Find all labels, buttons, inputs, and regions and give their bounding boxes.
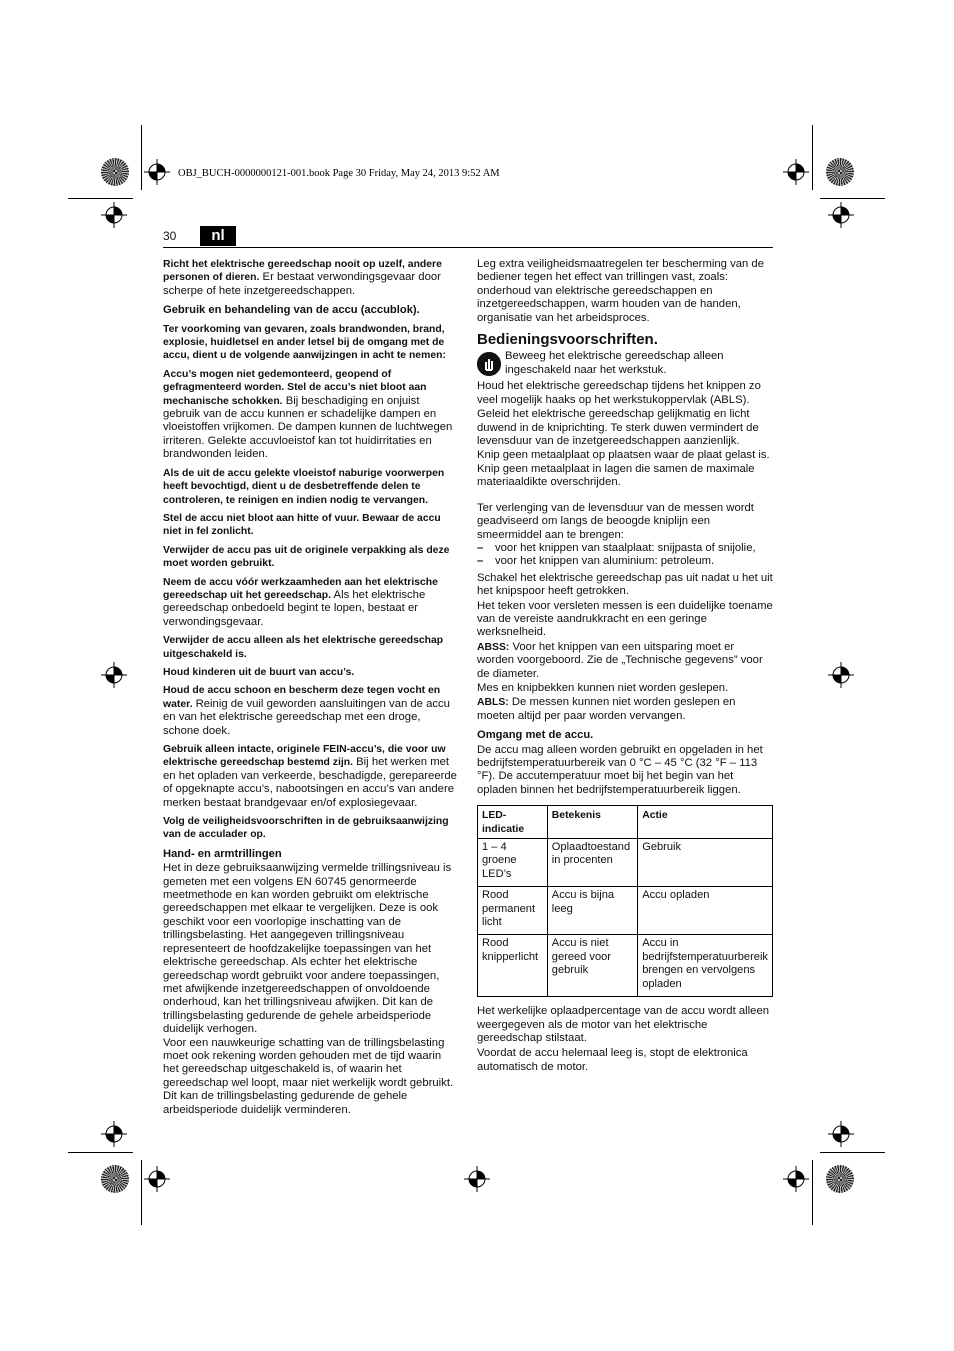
paragraph: Leg extra veiligheidsmaatregelen ter bescherming van de bediener tegen het effect van trillingen vast, zoals: onderhoud van elektrische gereedschappen en inzetgereedschappen, warm houden van de handen, organisatie van het arbeidsproces. xyxy=(477,258,764,324)
text: Beweeg het elektrische gereedschap alleen ingeschakeld naar het werkstuk. xyxy=(505,350,724,376)
crop-mark xyxy=(820,1152,885,1153)
crop-mark xyxy=(812,125,813,190)
crop-mark xyxy=(68,1152,133,1153)
bold-text: Volg de veiligheidsvoorschriften in de gebruiksaanwijzing van de acculader op. xyxy=(163,816,449,841)
paragraph: Houd het elektrische gereedschap tijdens het knippen zo veel mogelijk haaks op het werkstukoppervlak (ABLS). xyxy=(477,380,761,406)
registration-rosette xyxy=(826,1165,854,1193)
bold-text: Richt het elektrische gereedschap nooit op uzelf, andere personen of dieren. xyxy=(163,259,442,284)
bold-text: Stel de accu niet bloot aan hitte of vuur. Bewaar de accu niet in fel zonlicht. xyxy=(163,512,441,538)
crop-mark xyxy=(141,1160,142,1225)
paragraph xyxy=(163,684,459,738)
led-table xyxy=(477,805,773,997)
registration-target xyxy=(828,202,854,228)
column-header: LED-indicatie xyxy=(478,806,548,839)
table-row xyxy=(478,935,773,997)
left-column xyxy=(163,258,459,1122)
crop-mark xyxy=(820,198,885,199)
section-heading: Omgang met de accu. xyxy=(477,729,594,742)
table-cell: Rood knipperlicht xyxy=(478,935,548,997)
text: Als het elektrische gereedschap onbedoeld begint te lopen, bestaat er verwondingsgevaar. xyxy=(163,588,426,628)
table-cell: 1 – 4 groene LED’s xyxy=(478,839,548,887)
paragraph: Voor een nauwkeurige schatting van de trillingsbelasting moet ook rekening worden gehouden met de tijd waarin het gereedschap uitgeschakeld is, of waarin het gereedschap wel loopt, maar niet werkelijk wordt gebruikt. Dit kan de trillingsbelasting gedurende de gehele arbeidsperiode duidelijk verminderen. xyxy=(163,1036,454,1116)
registration-rosette xyxy=(101,1165,129,1193)
paragraph: Het teken voor versleten messen is een duidelijke toename van de vereiste aandrukkracht en een geringe werksnelheid. xyxy=(477,599,773,639)
language-tab: nl xyxy=(200,226,236,246)
paragraph xyxy=(163,634,459,661)
table-cell: Accu is niet gereed voor gebruik xyxy=(547,935,637,997)
paragraph xyxy=(163,815,459,842)
table-row xyxy=(478,887,773,935)
section-heading: Gebruik en behandeling van de accu (accublok). xyxy=(163,304,420,317)
paragraph: Schakel het elektrische gereedschap pas uit nadat u het uit het knipspoor heeft getrokken. xyxy=(477,571,773,598)
hand-icon xyxy=(477,352,501,376)
print-header: OBJ_BUCH-0000000121-001.book Page 30 Friday, May 24, 2013 9:52 AM xyxy=(178,168,500,179)
bold-text: Verwijder de accu alleen als het elektrische gereedschap uitgeschakeld is. xyxy=(163,635,444,660)
column-header: Actie xyxy=(638,806,773,839)
bold-label: ABSS: xyxy=(477,641,510,653)
bold-text: Accu’s mogen niet gedemonteerd, geopend of gefragmenteerd worden. Stel de accu’s niet bloot aan mechanische schokken. xyxy=(163,368,427,407)
paragraph xyxy=(163,368,459,462)
registration-target xyxy=(783,159,809,185)
paragraph: De accu mag alleen worden gebruikt en opgeladen in het bedrijfstemperatuurbereik van 0 °C – 45 °C (32 °F – 113 °F). De accutemperatuur moet bij het begin van het opladen binnen het bedrijfstemperatuurbereik liggen. xyxy=(477,743,763,796)
table-header-row xyxy=(478,806,773,839)
dash-list xyxy=(477,542,773,569)
paragraph xyxy=(477,696,773,723)
paragraph xyxy=(163,576,459,630)
paragraph xyxy=(163,743,459,810)
section-heading: Hand- en armtrillingen xyxy=(163,847,282,860)
bold-text: Als de uit de accu gelekte vloeistof naburige voorwerpen heeft bevochtigd, dient u de desbetreffende delen te controleren, te reinigen en indien nodig te vervangen. xyxy=(163,467,445,506)
table-row xyxy=(478,839,773,887)
registration-rosette xyxy=(826,158,854,186)
paragraph: Knip geen metaalplaat op plaatsen waar de plaat gelast is. Knip geen metaalplaat in lagen die samen de maximale materiaaldikte overschrijden. xyxy=(477,449,770,489)
registration-target xyxy=(828,662,854,688)
paragraph xyxy=(163,544,459,571)
paragraph xyxy=(163,258,459,298)
crop-mark xyxy=(141,125,142,190)
registration-target xyxy=(464,1166,490,1192)
paragraph: Het in deze gebruiksaanwijzing vermelde trillingsniveau is gemeten met een volgens EN 60745 genormeerde meetmethode en kan worden gebruikt om elektrische gereedschappen met elkaar te vergelijken. Deze is ook geschikt voor een voorlopige inschatting van de trillingsbelasting. Het aangegeven trillingsniveau representeert de hoofdzakelijke toepassingen van het elektrische gereedschap. Als echter het elektrische gereedschap wordt gebruikt voor andere toepassingen, met afwijkende inzetgereedschappen of onvoldoende onderhoud, kan het trillingsniveau afwijken. Dit kan de trillingsbelasting gedurende de gehele arbeidsperiode duidelijk verhogen. xyxy=(163,862,452,1036)
paragraph xyxy=(163,666,459,679)
paragraph xyxy=(163,467,459,507)
text: Voor het knippen van een uitsparing moet er worden voorgeboord. Zie de „Technische gegevens” voor de diameter. xyxy=(477,640,763,680)
bold-label: ABLS: xyxy=(477,697,509,709)
paragraph: Het werkelijke oplaadpercentage van de accu wordt alleen weergegeven als de motor van het elektrische gereedschap stilstaat. xyxy=(477,1005,770,1044)
registration-target xyxy=(144,159,170,185)
page-number: 30 xyxy=(163,229,177,243)
registration-target xyxy=(101,662,127,688)
registration-target xyxy=(828,1121,854,1147)
header-rule xyxy=(163,247,773,248)
text: Bij het werken met en het opladen van verkeerde, beschadigde, gerepareerde of opgeknapte accu’s, nabootsingen en accu’s van andere merken bestaat brandgevaar en/of explosiegevaar. xyxy=(163,756,457,809)
bold-text: Houd kinderen uit de buurt van accu’s. xyxy=(163,666,355,678)
paragraph: Geleid het elektrische gereedschap gelijkmatig en licht duwend in de kniprichting. Te sterk duwen vermindert de levensduur van de inzetgereedschappen aanzienlijk. xyxy=(477,408,759,448)
paragraph: Mes en knipbekken kunnen niet worden geslepen. xyxy=(477,681,729,694)
bold-text: Gebruik alleen intacte, originele FEIN-accu’s, die voor uw elektrische gereedschap bestemd zijn. xyxy=(163,744,446,769)
column-header: Betekenis xyxy=(547,806,637,839)
text: Bij beschadiging en onjuist gebruik van de accu kunnen er schadelijke dampen en vloeistoffen vrijkomen. De dampen kunnen de luchtwegen irriteren. Gelekte accuvloeistof kan tot huidirritaties en brandwonden leiden. xyxy=(163,394,453,461)
registration-rosette xyxy=(101,158,129,186)
right-column xyxy=(477,258,773,1079)
registration-target xyxy=(144,1166,170,1192)
text: Reinig de vuil geworden aansluitingen van de accu en van het elektrische gereedschap met een droge, schone doek. xyxy=(163,697,450,737)
bold-text: Ter voorkoming van gevaren, zoals brandwonden, brand, explosie, huidletsel en ander letsel bij de omgang met de accu, dient u de volgende aanwijzingen in acht te nemen: xyxy=(163,323,446,362)
bold-text: Houd de accu schoon en bescherm deze tegen vocht en water. xyxy=(163,685,441,710)
table-cell: Rood permanent licht xyxy=(478,887,548,935)
bold-text: Neem de accu vóór werkzaamheden aan het elektrische gereedschap uit het gereedschap. xyxy=(163,576,438,601)
registration-target xyxy=(101,1121,127,1147)
crop-mark xyxy=(68,198,133,199)
table-cell: Accu opladen xyxy=(638,887,773,935)
instruction-with-icon xyxy=(477,350,773,378)
crop-mark xyxy=(812,1160,813,1225)
list-item: – voor het knippen van staalplaat: snijpasta of snijolie, xyxy=(477,542,773,555)
registration-target xyxy=(783,1166,809,1192)
list-item: – voor het knippen van aluminium: petroleum. xyxy=(477,555,773,568)
paragraph: Ter verlenging van de levensduur van de messen wordt geadviseerd om langs de beoogde kniplijn een smeermiddel aan te brengen: xyxy=(477,501,754,541)
text: Er bestaat verwondingsgevaar door scherpe of hete inzetgereedschappen. xyxy=(163,271,441,297)
text: De messen kunnen niet worden geslepen en moeten altijd per paar worden vervangen. xyxy=(477,696,736,722)
table-cell: Oplaadtoestand in procenten xyxy=(547,839,637,887)
paragraph: Voordat de accu helemaal leeg is, stopt de elektronica automatisch de motor. xyxy=(477,1047,748,1073)
paragraph xyxy=(163,323,459,363)
table-cell: Gebruik xyxy=(638,839,773,887)
paragraph xyxy=(163,512,459,539)
registration-target xyxy=(101,202,127,228)
section-heading: Bedieningsvoorschriften. xyxy=(477,331,658,349)
paragraph xyxy=(477,641,773,681)
table-cell: Accu is bijna leeg xyxy=(547,887,637,935)
bold-text: Verwijder de accu pas uit de originele verpakking als deze moet worden gebruikt. xyxy=(163,544,450,570)
table-cell: Accu in bedrijfstemperatuurbereik brengen en vervolgens opladen xyxy=(638,935,773,997)
